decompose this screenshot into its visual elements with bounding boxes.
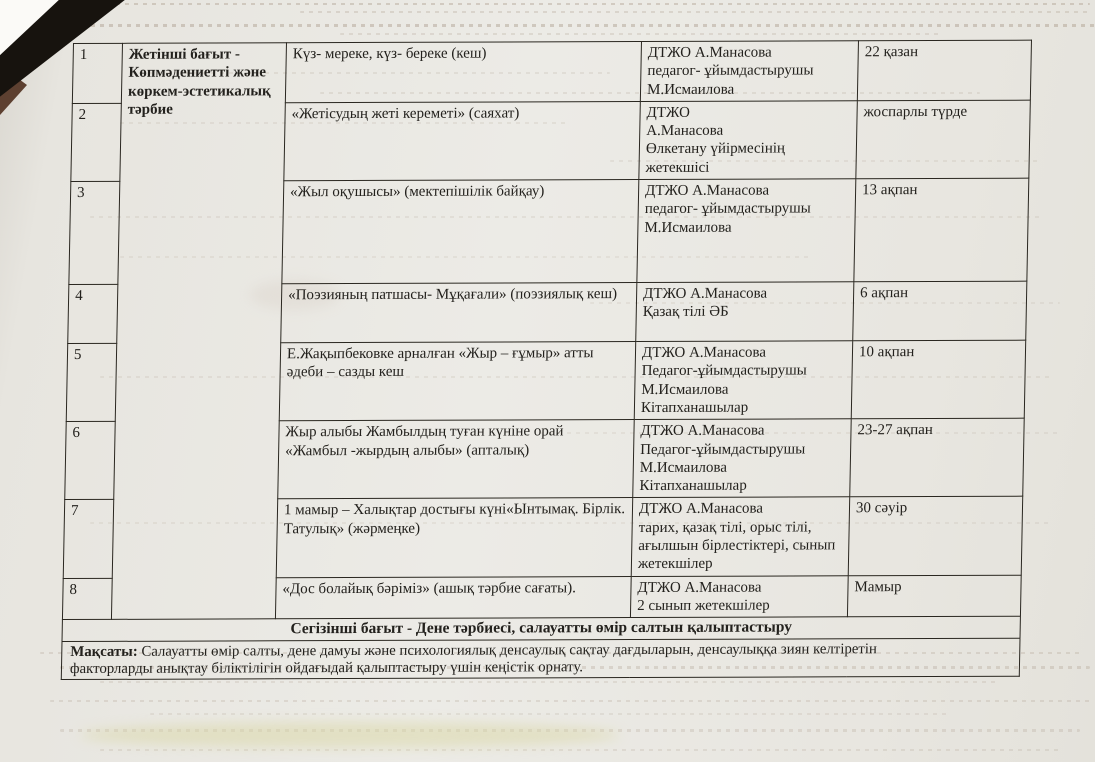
scan-noise-line bbox=[100, 749, 1060, 751]
responsible-cell: ДТЖО А.Манасова Қазақ тілі ӘБ bbox=[636, 282, 854, 342]
section8-goal-row bbox=[61, 638, 1020, 679]
responsible-cell: ДТЖО А.Манасова тарих, қазақ тілі, орыс тілі, ағылшын бірлестіктері, сынып жетекшілер bbox=[631, 497, 850, 576]
responsible-cell: ДТЖО А.Манасова педагог- ұйымдастырушы М.Исмаилова bbox=[637, 179, 856, 283]
scan-noise-line bbox=[80, 3, 1090, 5]
event-cell: «Жыл оқушысы» (мектепішілік байқау) bbox=[282, 180, 639, 284]
scan-noise-line bbox=[50, 700, 1090, 702]
row-number-cell: 8 bbox=[62, 578, 112, 620]
responsible-cell: ДТЖО А.Манасова Өлкетану үйірмесінің жетекшісі bbox=[639, 101, 858, 180]
scan-noise-line bbox=[55, 24, 1095, 27]
date-cell: жоспарлы түрде bbox=[856, 100, 1031, 179]
scan-stain bbox=[80, 722, 620, 748]
goal-paragraph bbox=[61, 638, 1020, 679]
date-cell: 22 қазан bbox=[857, 40, 1031, 100]
row-number-cell: 2 bbox=[71, 103, 122, 181]
scan-noise-line bbox=[60, 729, 1080, 732]
plan-table-wrap bbox=[61, 40, 1032, 680]
row-number-cell: 6 bbox=[65, 422, 116, 500]
scan-noise-line bbox=[150, 713, 950, 715]
section8-title: Сегізінші бағыт - Дене тәрбиесі, салауатты өмір салтын қалыптастыру bbox=[62, 616, 1020, 641]
event-cell: Жыр алыбы Жамбылдың туған күніне орай «Жамбыл -жырдың алыбы» (апталық) bbox=[278, 420, 634, 499]
event-cell: «Жетісудың жеті кереметі» (саяхат) bbox=[284, 101, 640, 180]
responsible-cell: ДТЖО А.Манасова педагог- ұйымдастырушы М.Исмаилова bbox=[640, 41, 858, 102]
date-cell: 30 сәуір bbox=[848, 497, 1023, 576]
row-number-cell: 4 bbox=[68, 284, 118, 343]
row-number-cell: 7 bbox=[63, 500, 114, 578]
responsible-cell: ДТЖО А.Манасова Педагог-ұйымдастырушы М.Исмаилова Кітапханашылар bbox=[633, 419, 852, 498]
row-number-cell: 1 bbox=[72, 43, 122, 103]
date-cell: 23-27 ақпан bbox=[850, 418, 1025, 497]
event-cell: Е.Жақыпбековке арналған «Жыр – ғұмыр» атты әдеби – сазды кеш bbox=[279, 342, 635, 421]
goal-label: Мақсаты: bbox=[70, 644, 138, 661]
responsible-cell: ДТЖО А.Манасова Педагог-ұйымдастырушы М.Исмаилова Кітапханашылар bbox=[634, 341, 853, 420]
direction-category-cell: Жетінші бағыт - Көпмәдениетті және көркем-эстетикалық тәрбие bbox=[111, 43, 286, 620]
row-number-cell: 5 bbox=[66, 343, 117, 421]
date-cell: Мамыр bbox=[847, 575, 1021, 617]
event-cell: «Дос болайық бәріміз» (ашық тәрбие сағаты). bbox=[275, 576, 631, 619]
scan-noise-line bbox=[100, 681, 1000, 683]
date-cell: 13 ақпан bbox=[854, 178, 1029, 282]
goal-text: Салауатты өмір салты, дене дамуы және психологиялық денсаулық сақтау дағдыларын, денсаулыққа зиян келтіретін факторларды анықтау біліктілігін ойдағыдай қалыптастыру үшін кеңістік орнату. bbox=[69, 641, 878, 677]
responsible-cell: ДТЖО А.Манасова 2 сынып жетекшілер bbox=[630, 575, 848, 617]
row-number-cell: 3 bbox=[69, 181, 120, 284]
work-plan-table bbox=[61, 40, 1032, 680]
event-cell: 1 мамыр – Халықтар достығы күні«Ынтымақ. Бірлік. Татулық» (жәрмеңке) bbox=[276, 498, 632, 577]
date-cell: 6 ақпан bbox=[853, 281, 1027, 341]
scan-noise-line bbox=[340, 33, 940, 35]
event-cell: «Поэзияның патшасы- Мұқағали» (поэзиялық кеш) bbox=[281, 283, 637, 343]
event-cell: Күз- мереке, күз- береке (кеш) bbox=[285, 42, 641, 103]
date-cell: 10 ақпан bbox=[851, 340, 1026, 419]
scan-noise-line bbox=[300, 11, 1090, 13]
table-row bbox=[72, 40, 1031, 103]
